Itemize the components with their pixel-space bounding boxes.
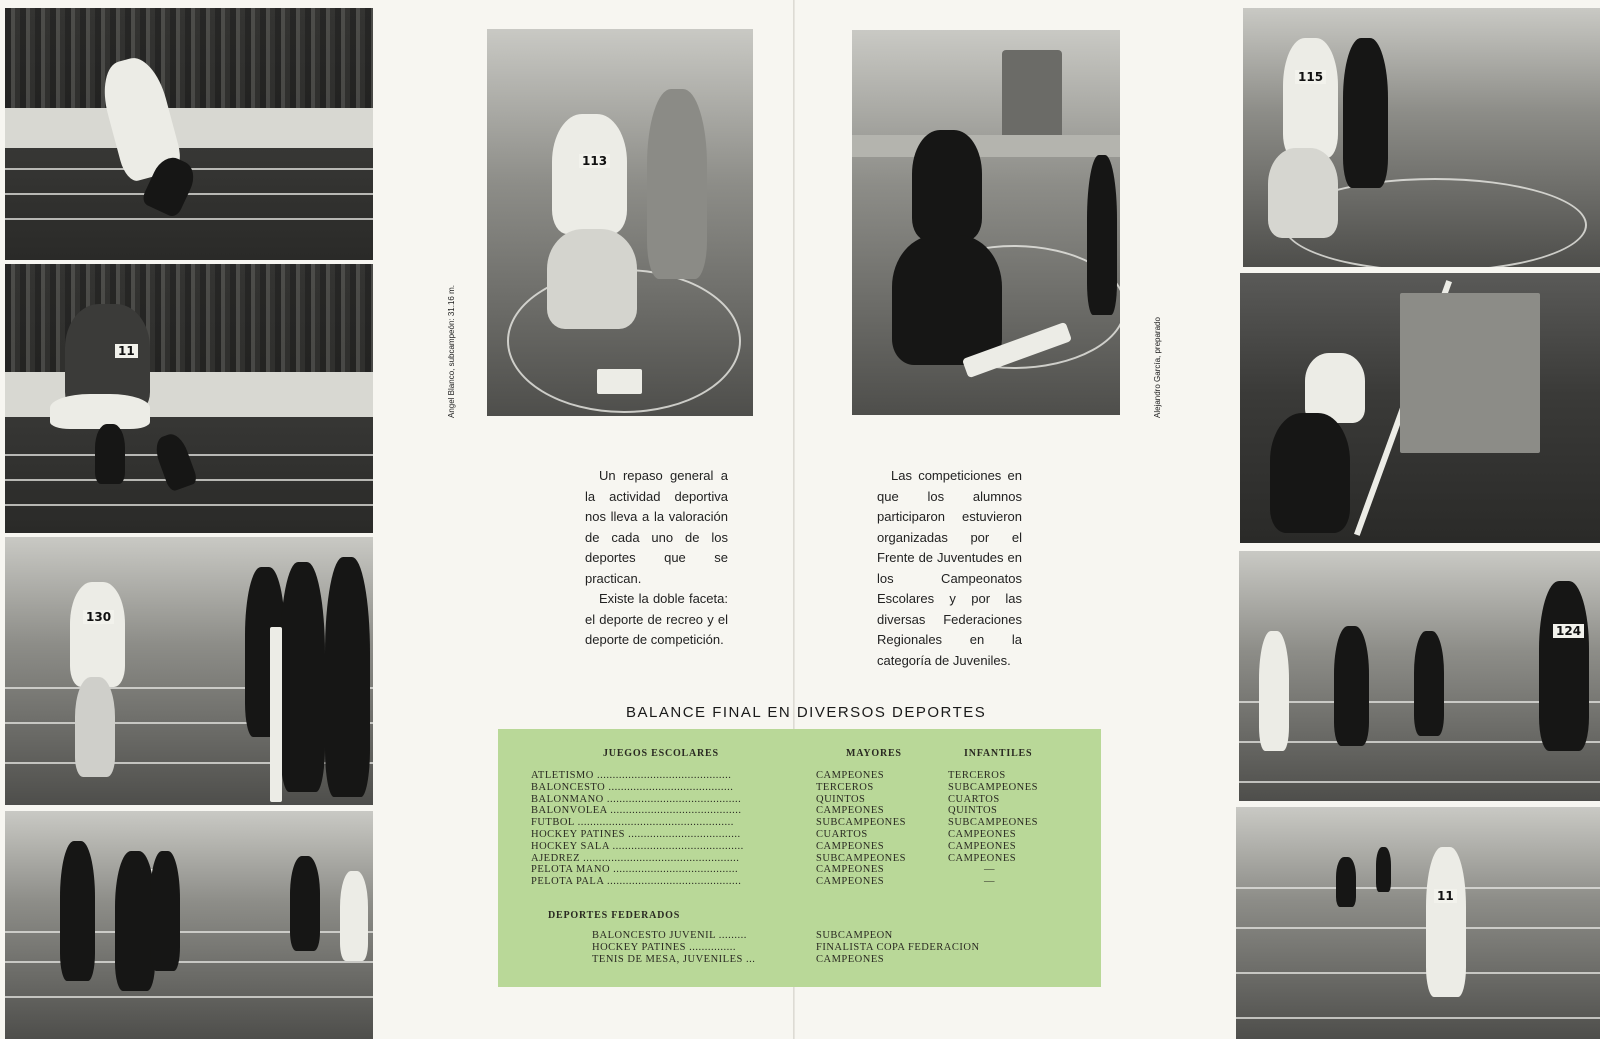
photo-shot-put	[852, 30, 1120, 415]
athlete-bib: 124	[1553, 624, 1584, 638]
athlete-bib: 113	[579, 154, 610, 168]
sport-row: HOCKEY PATINES ....................................	[531, 828, 741, 840]
athlete-figure	[912, 130, 982, 240]
result-cell: SUBCAMPEON	[816, 930, 893, 941]
result-cell: SUBCAMPEONES	[948, 817, 1039, 829]
sports-column	[531, 770, 789, 888]
athlete-figure	[60, 841, 95, 981]
result-cell: CAMPEONES	[948, 828, 1017, 840]
sport-row: TENIS DE MESA, JUVENILES ...	[592, 953, 756, 965]
result-cell: TERCEROS	[948, 770, 1006, 781]
sport-row: HOCKEY PATINES ...............	[592, 941, 737, 953]
photo-long-jump-1	[5, 8, 373, 260]
photo-sprint-finish	[1239, 551, 1600, 801]
photo-race-finish	[5, 537, 373, 805]
result-cell: SUBCAMPEONES	[948, 781, 1039, 793]
result-cell: FINALISTA COPA FEDERACION	[816, 941, 980, 953]
result-cell: SUBCAMPEONES	[816, 852, 907, 864]
section-heading: BALANCE FINAL EN DIVERSOS DEPORTES	[626, 704, 987, 721]
athlete-figure	[1283, 38, 1338, 158]
sport-row: FUTBOL ..................................................	[531, 817, 734, 829]
header-deportes-federados: DEPORTES FEDERADOS	[548, 910, 681, 921]
sport-row: HOCKEY SALA ..........................................	[531, 840, 744, 852]
athlete-bib: 130	[83, 610, 114, 624]
sport-row: BALONMANO ...........................................	[531, 793, 742, 805]
photo-runner-finish	[1236, 807, 1600, 1039]
caption-right: Alejandro García, preparado	[1153, 317, 1162, 418]
result-cell: CAMPEONES	[816, 953, 885, 965]
photo-hammer-cage	[1240, 273, 1600, 543]
photo-discus-right	[1243, 8, 1600, 267]
athlete-figure	[1539, 581, 1589, 751]
header-infantiles: INFANTILES	[964, 748, 1033, 759]
text-column-right	[877, 466, 1022, 671]
result-cell: CAMPEONES	[948, 852, 1017, 864]
result-cell: CAMPEONES	[816, 864, 885, 876]
result-cell: CAMPEONES	[816, 805, 885, 817]
athlete-bib: 11	[115, 344, 138, 358]
header-mayores: MAYORES	[846, 748, 902, 759]
result-cell: QUINTOS	[816, 793, 866, 805]
result-cell: CAMPEONES	[948, 840, 1017, 852]
athlete-figure	[70, 582, 125, 687]
sport-row: BALONVOLEA ..........................................	[531, 805, 742, 817]
paragraph: Un repaso general a la actividad deportiva nos lleva a la valoración de cada uno de los deportes que se practican.	[585, 468, 728, 586]
photo-long-jump-2	[5, 264, 373, 533]
sport-row: PELOTA PALA ...........................................	[531, 876, 742, 888]
header-juegos-escolares: JUEGOS ESCOLARES	[603, 748, 719, 759]
athlete-bib: 115	[1295, 70, 1326, 84]
result-cell: —	[984, 864, 995, 876]
athlete-figure	[552, 114, 627, 234]
result-cell: CUARTOS	[948, 793, 1000, 805]
federados-column	[592, 930, 792, 965]
result-cell: SUBCAMPEONES	[816, 817, 907, 829]
sport-row: BALONCESTO ........................................	[531, 781, 734, 793]
athlete-bib: 11	[1434, 889, 1457, 903]
result-cell: CAMPEONES	[816, 770, 885, 781]
sport-row: PELOTA MANO ........................................	[531, 864, 739, 876]
federados-results-column	[816, 930, 980, 965]
sport-row: AJEDREZ ..................................................	[531, 852, 740, 864]
photo-relay	[5, 811, 373, 1039]
sport-row: BALONCESTO JUVENIL .........	[592, 930, 747, 941]
text-column-left	[585, 466, 728, 651]
paragraph: Las competiciones en que los alumnos participaron estuvieron organizadas por el Frente de Juventudes en los Campeonatos Escolares y por las diversas Federaciones Regionales en la categoría de Juveniles.	[877, 468, 1022, 668]
result-cell: CAMPEONES	[816, 840, 885, 852]
result-cell: TERCEROS	[816, 781, 874, 793]
paragraph: Existe la doble faceta: el deporte de recreo y el deporte de competición.	[585, 591, 728, 647]
result-cell: QUINTOS	[948, 805, 998, 817]
results-table	[498, 729, 1101, 987]
result-cell: —	[984, 876, 995, 888]
result-cell: CUARTOS	[816, 828, 868, 840]
sport-row: ATLETISMO ...........................................	[531, 770, 732, 781]
athlete-figure	[1426, 847, 1466, 997]
infantiles-column	[948, 770, 1038, 888]
result-cell: CAMPEONES	[816, 876, 885, 888]
mayores-column	[816, 770, 906, 888]
caption-left: Angel Blanco, subcampeón: 31.16 m.	[447, 285, 456, 418]
photo-discus-throw	[487, 29, 753, 416]
